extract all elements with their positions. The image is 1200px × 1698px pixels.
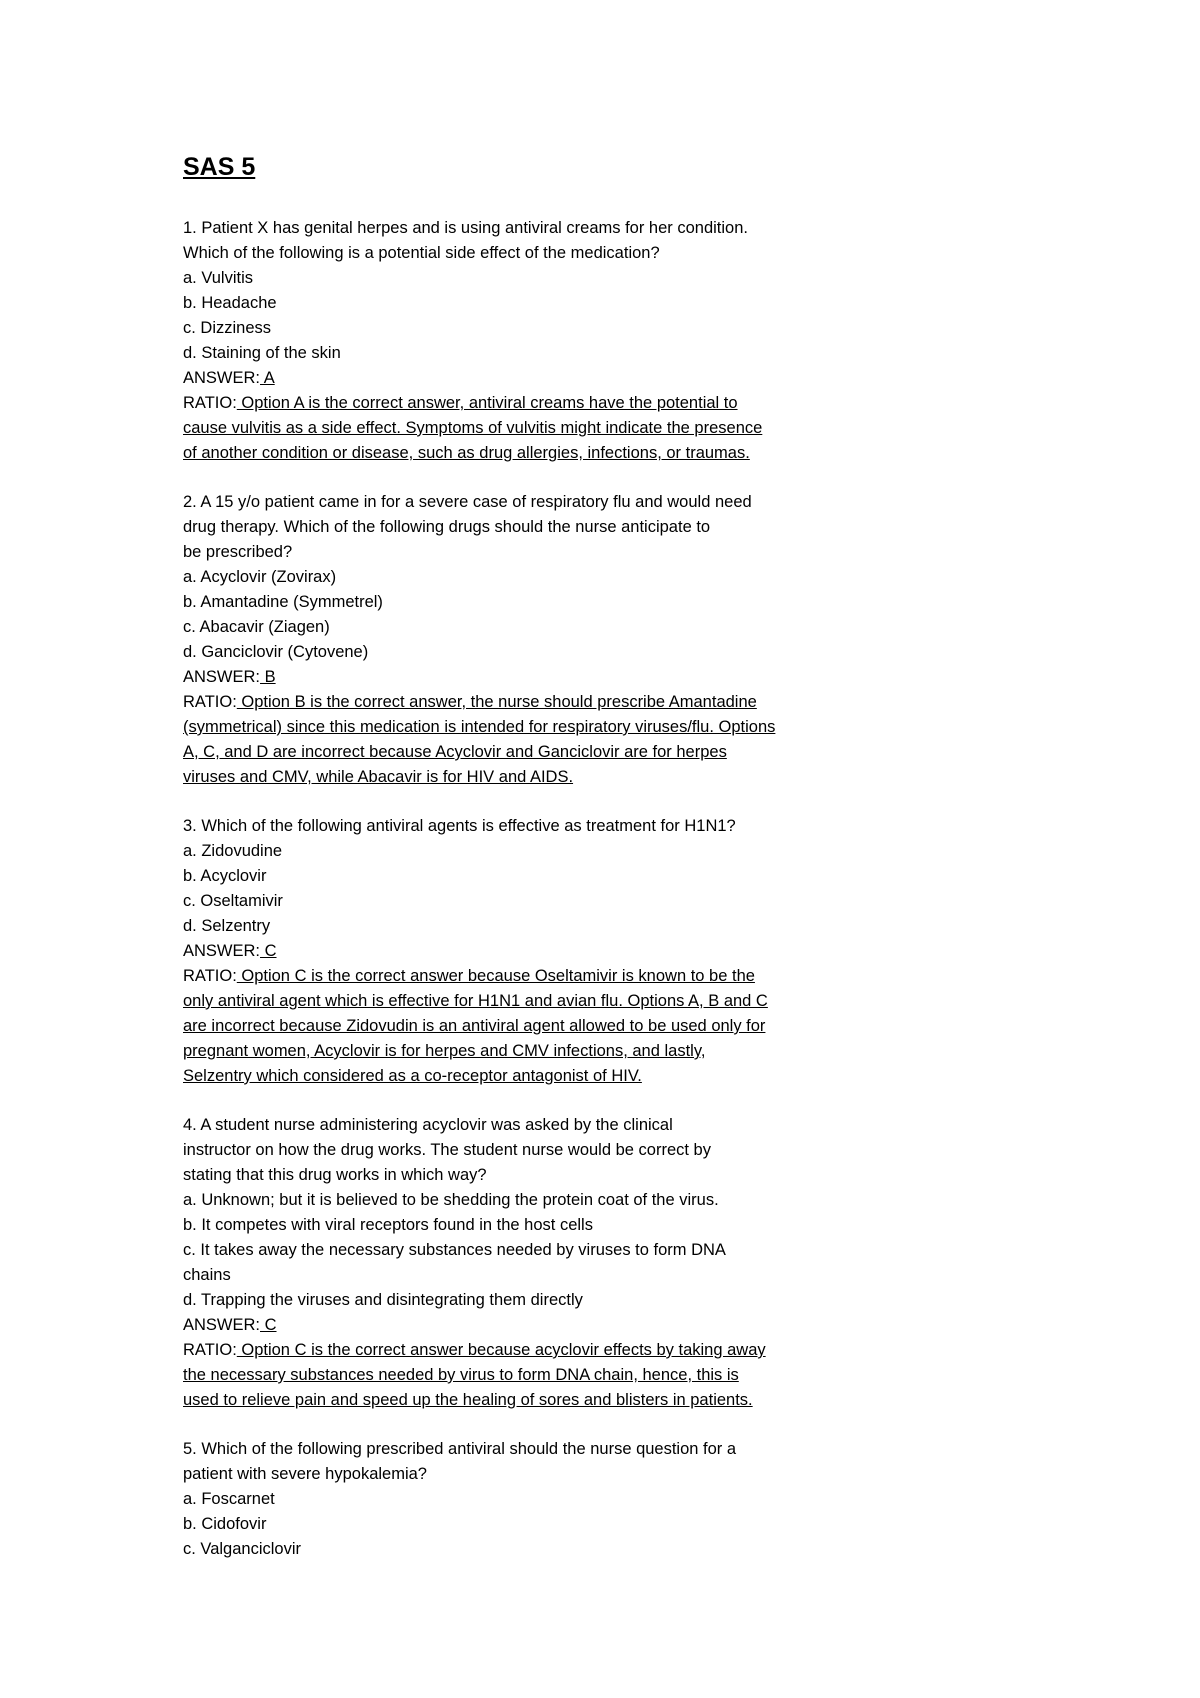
ratio-text: are incorrect because Zidovudin is an antiviral agent allowed to be used only for bbox=[183, 1017, 766, 1035]
document-page bbox=[183, 150, 943, 1586]
option-b: b. Acyclovir bbox=[183, 867, 267, 885]
option-a: a. Unknown; but it is believed to be shedding the protein coat of the virus. bbox=[183, 1191, 719, 1209]
answer-label: ANSWER: bbox=[183, 1316, 261, 1334]
option-c: c. Dizziness bbox=[183, 319, 272, 337]
answer-label: ANSWER: bbox=[183, 668, 261, 686]
ratio-text: viruses and CMV, while Abacavir is for HIV and AIDS. bbox=[183, 768, 574, 786]
question-stem-line: drug therapy. Which of the following drugs should the nurse anticipate to bbox=[183, 518, 711, 536]
ratio-label: RATIO: bbox=[183, 1341, 237, 1359]
ratio-text: A, C, and D are incorrect because Acyclovir and Ganciclovir are for herpes bbox=[183, 743, 727, 761]
answer-line bbox=[183, 665, 943, 690]
option-b: b. Cidofovir bbox=[183, 1515, 267, 1533]
ratio-text: of another condition or disease, such as drug allergies, infections, or traumas. bbox=[183, 444, 750, 462]
question-5 bbox=[183, 1437, 943, 1562]
question-stem-line: 4. A student nurse administering acyclovir was asked by the clinical bbox=[183, 1116, 673, 1134]
ratio-text: used to relieve pain and speed up the healing of sores and blisters in patients. bbox=[183, 1391, 753, 1409]
ratio-label: RATIO: bbox=[183, 967, 237, 985]
answer-value: B bbox=[260, 668, 276, 686]
ratio-text: cause vulvitis as a side effect. Symptoms of vulvitis might indicate the presence bbox=[183, 419, 763, 437]
option-b: b. It competes with viral receptors found in the host cells bbox=[183, 1216, 593, 1234]
ratio-text: Option A is the correct answer, antiviral creams have the potential to bbox=[236, 394, 738, 412]
ratio-text: Option B is the correct answer, the nurse should prescribe Amantadine bbox=[236, 693, 757, 711]
option-d: d. Staining of the skin bbox=[183, 344, 341, 362]
ratio-label: RATIO: bbox=[183, 693, 237, 711]
ratio-line bbox=[183, 391, 943, 416]
question-stem-line: 3. Which of the following antiviral agents is effective as treatment for H1N1? bbox=[183, 817, 736, 835]
option-c: c. Abacavir (Ziagen) bbox=[183, 618, 330, 636]
option-b: b. Headache bbox=[183, 294, 277, 312]
question-stem-line: be prescribed? bbox=[183, 543, 293, 561]
option-b: b. Amantadine (Symmetrel) bbox=[183, 593, 383, 611]
answer-value: A bbox=[260, 369, 275, 387]
option-d: d. Ganciclovir (Cytovene) bbox=[183, 643, 369, 661]
option-a: a. Zidovudine bbox=[183, 842, 283, 860]
ratio-line bbox=[183, 964, 943, 989]
document-title: SAS 5 bbox=[183, 153, 256, 181]
option-d: d. Selzentry bbox=[183, 917, 271, 935]
answer-value: C bbox=[260, 1316, 277, 1334]
ratio-line bbox=[183, 1338, 943, 1363]
ratio-label: RATIO: bbox=[183, 394, 237, 412]
question-1 bbox=[183, 216, 943, 466]
answer-line bbox=[183, 939, 943, 964]
ratio-text: Option C is the correct answer because acyclovir effects by taking away bbox=[236, 1341, 766, 1359]
answer-line bbox=[183, 366, 943, 391]
answer-value: C bbox=[260, 942, 277, 960]
question-stem-line: stating that this drug works in which way? bbox=[183, 1166, 487, 1184]
question-stem-line: Which of the following is a potential side effect of the medication? bbox=[183, 244, 660, 262]
option-c-continued: chains bbox=[183, 1266, 231, 1284]
option-a: a. Acyclovir (Zovirax) bbox=[183, 568, 337, 586]
ratio-text: (symmetrical) since this medication is intended for respiratory viruses/flu. Options bbox=[183, 718, 776, 736]
option-a: a. Foscarnet bbox=[183, 1490, 275, 1508]
answer-label: ANSWER: bbox=[183, 942, 261, 960]
question-stem-line: patient with severe hypokalemia? bbox=[183, 1465, 427, 1483]
question-3 bbox=[183, 814, 943, 1089]
ratio-text: pregnant women, Acyclovir is for herpes and CMV infections, and lastly, bbox=[183, 1042, 706, 1060]
ratio-line bbox=[183, 690, 943, 715]
answer-label: ANSWER: bbox=[183, 369, 261, 387]
ratio-text: only antiviral agent which is effective for H1N1 and avian flu. Options A, B and C bbox=[183, 992, 768, 1010]
ratio-text: Option C is the correct answer because Oseltamivir is known to be the bbox=[236, 967, 755, 985]
option-c: c. It takes away the necessary substances needed by viruses to form DNA bbox=[183, 1241, 726, 1259]
option-d: d. Trapping the viruses and disintegrating them directly bbox=[183, 1291, 583, 1309]
question-4 bbox=[183, 1113, 943, 1413]
question-stem-line: 1. Patient X has genital herpes and is using antiviral creams for her condition. bbox=[183, 219, 748, 237]
question-stem-line: 2. A 15 y/o patient came in for a severe case of respiratory flu and would need bbox=[183, 493, 752, 511]
option-c: c. Valganciclovir bbox=[183, 1540, 301, 1558]
question-stem-line: 5. Which of the following prescribed antiviral should the nurse question for a bbox=[183, 1440, 737, 1458]
option-c: c. Oseltamivir bbox=[183, 892, 283, 910]
question-stem-line: instructor on how the drug works. The student nurse would be correct by bbox=[183, 1141, 711, 1159]
answer-line bbox=[183, 1313, 943, 1338]
option-a: a. Vulvitis bbox=[183, 269, 253, 287]
question-2 bbox=[183, 490, 943, 790]
ratio-text: Selzentry which considered as a co-receptor antagonist of HIV. bbox=[183, 1067, 642, 1085]
ratio-text: the necessary substances needed by virus to form DNA chain, hence, this is bbox=[183, 1366, 739, 1384]
